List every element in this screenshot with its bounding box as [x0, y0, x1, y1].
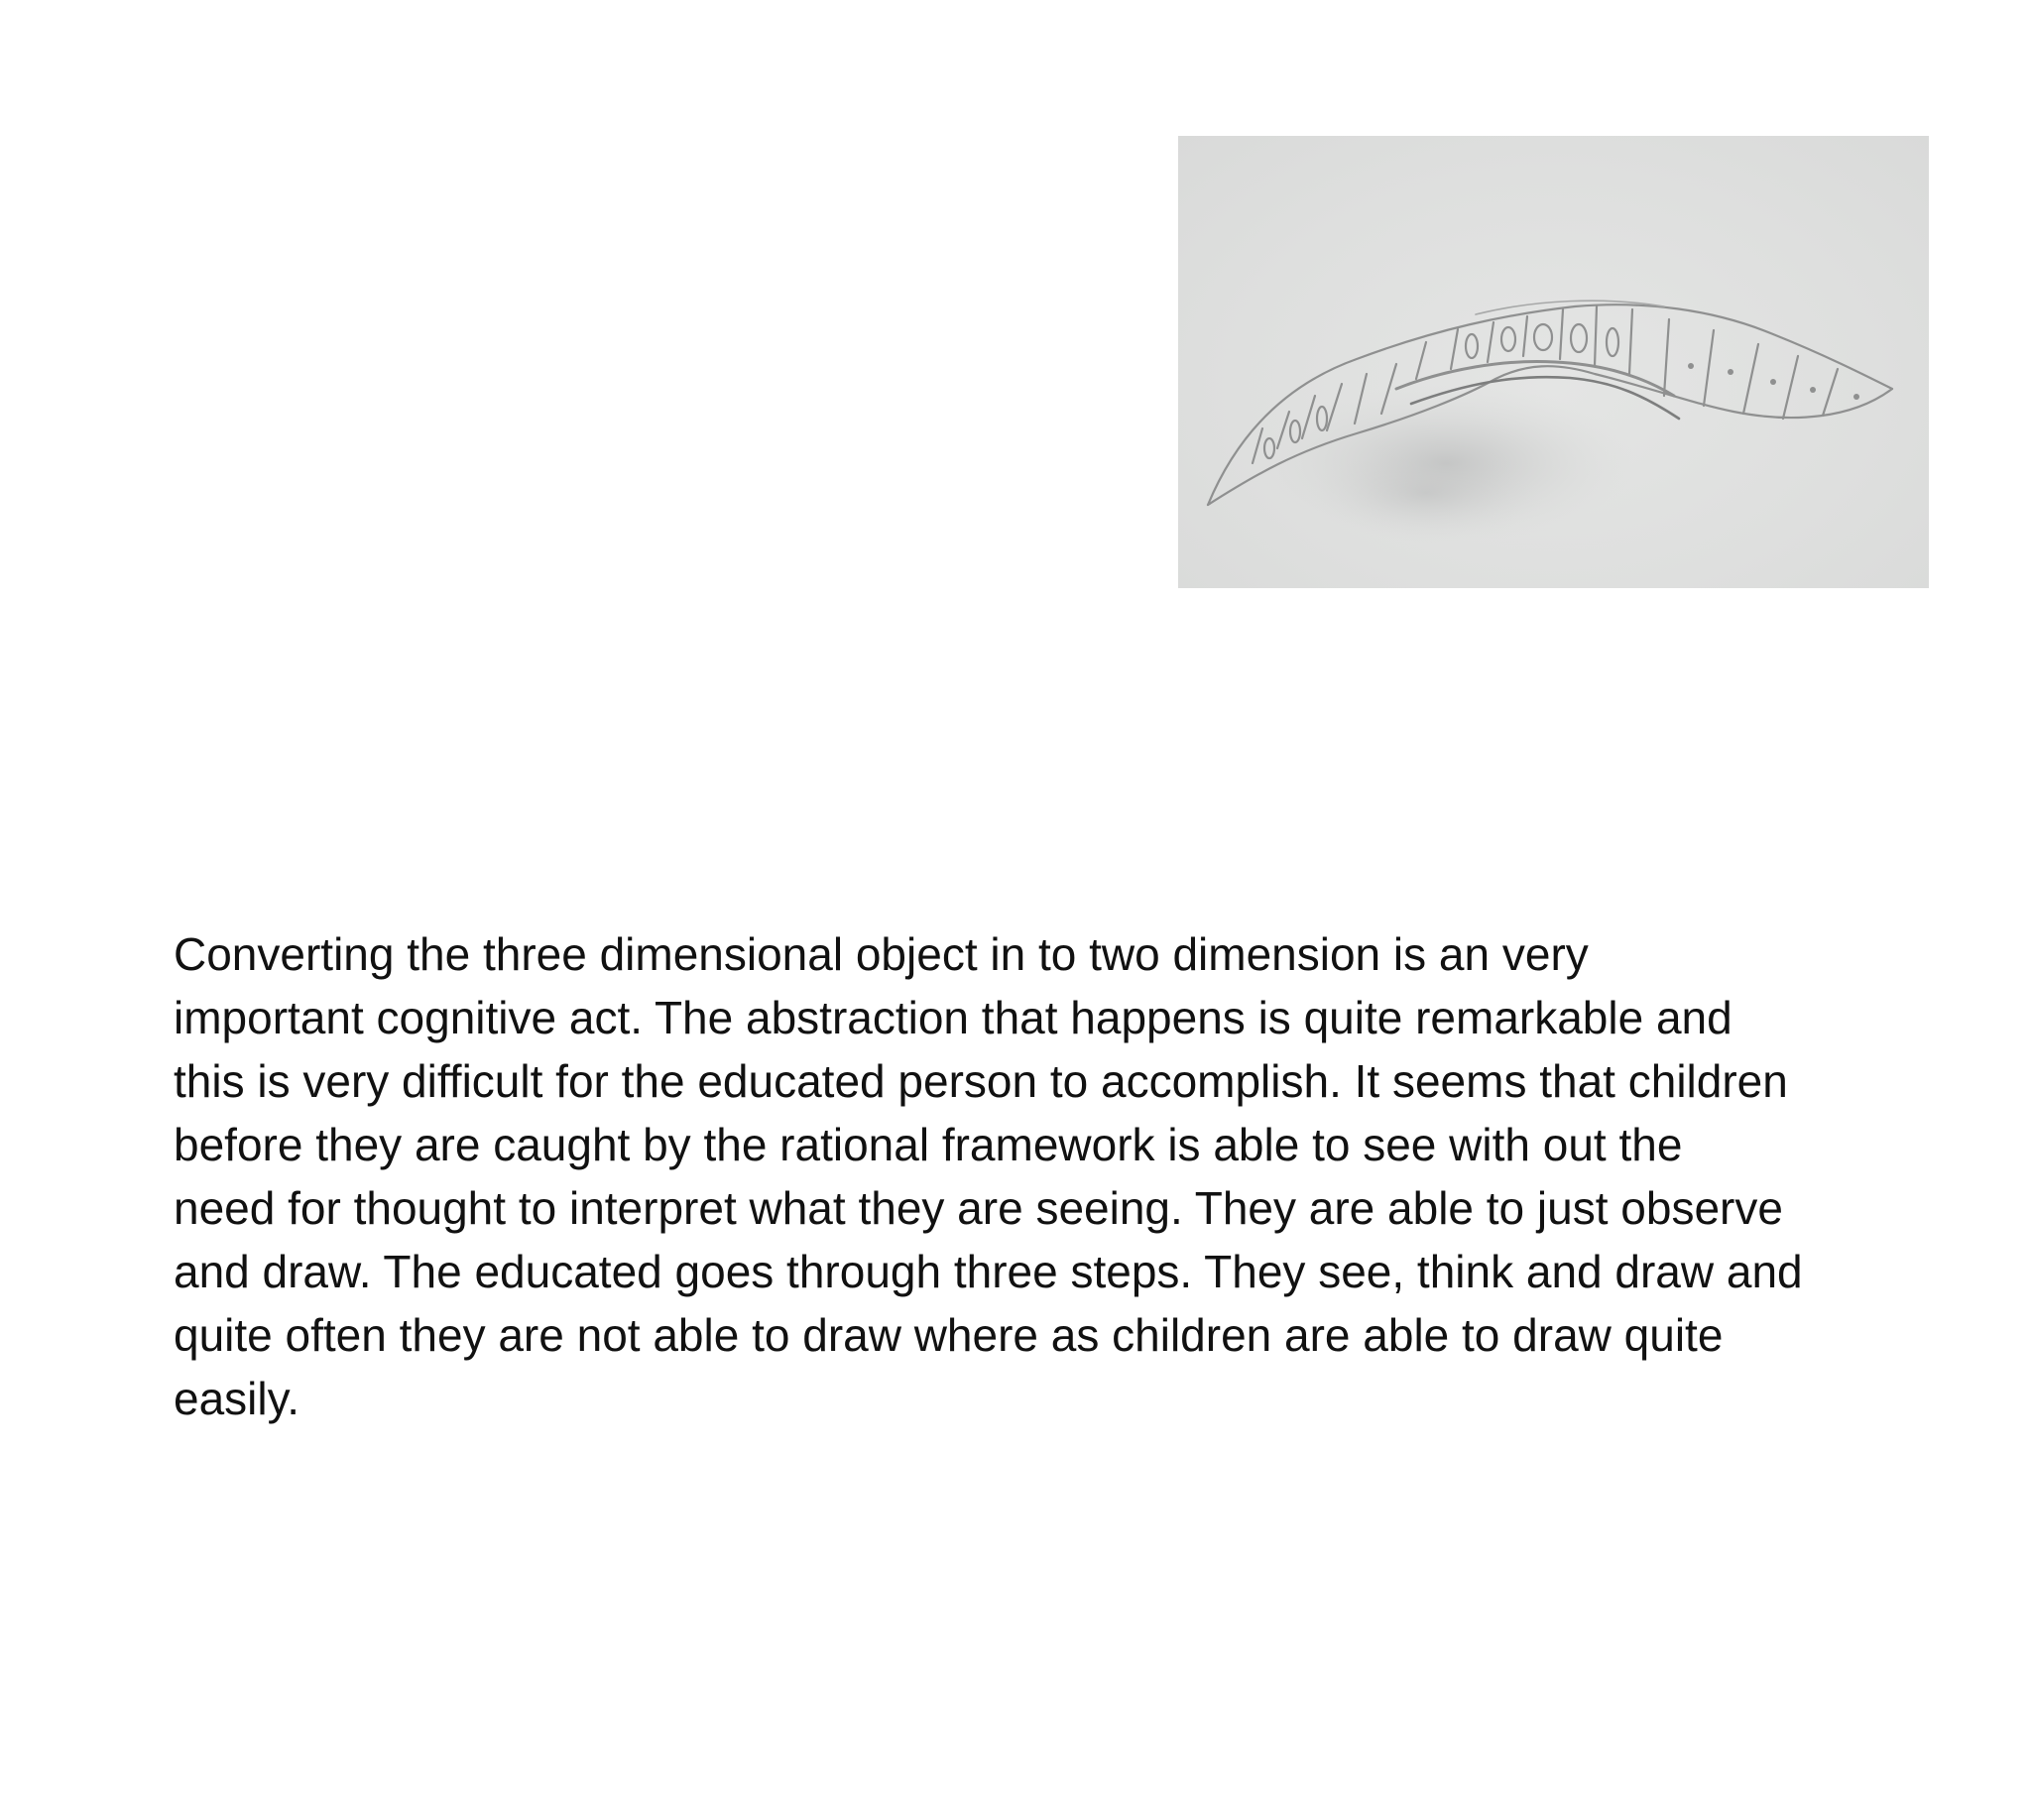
- body-paragraph: Converting the three dimensional object in to two dimension is an very important cognitive act. The abstraction that happens is quite remarkable and this is very difficult for the educated person to accomplish. It seems that children before they are caught by the rational framework is able to see with out the need for thought to interpret what they are seeing. They are able to just observe and draw. The educated goes through three steps. They see, think and draw and quite often they are not able to draw where as children are able to draw quite easily.: [174, 928, 1803, 1424]
- pencil-eyebrow-sketch-icon: [1178, 136, 1929, 588]
- eyebrow-sketch-image: [1178, 136, 1929, 588]
